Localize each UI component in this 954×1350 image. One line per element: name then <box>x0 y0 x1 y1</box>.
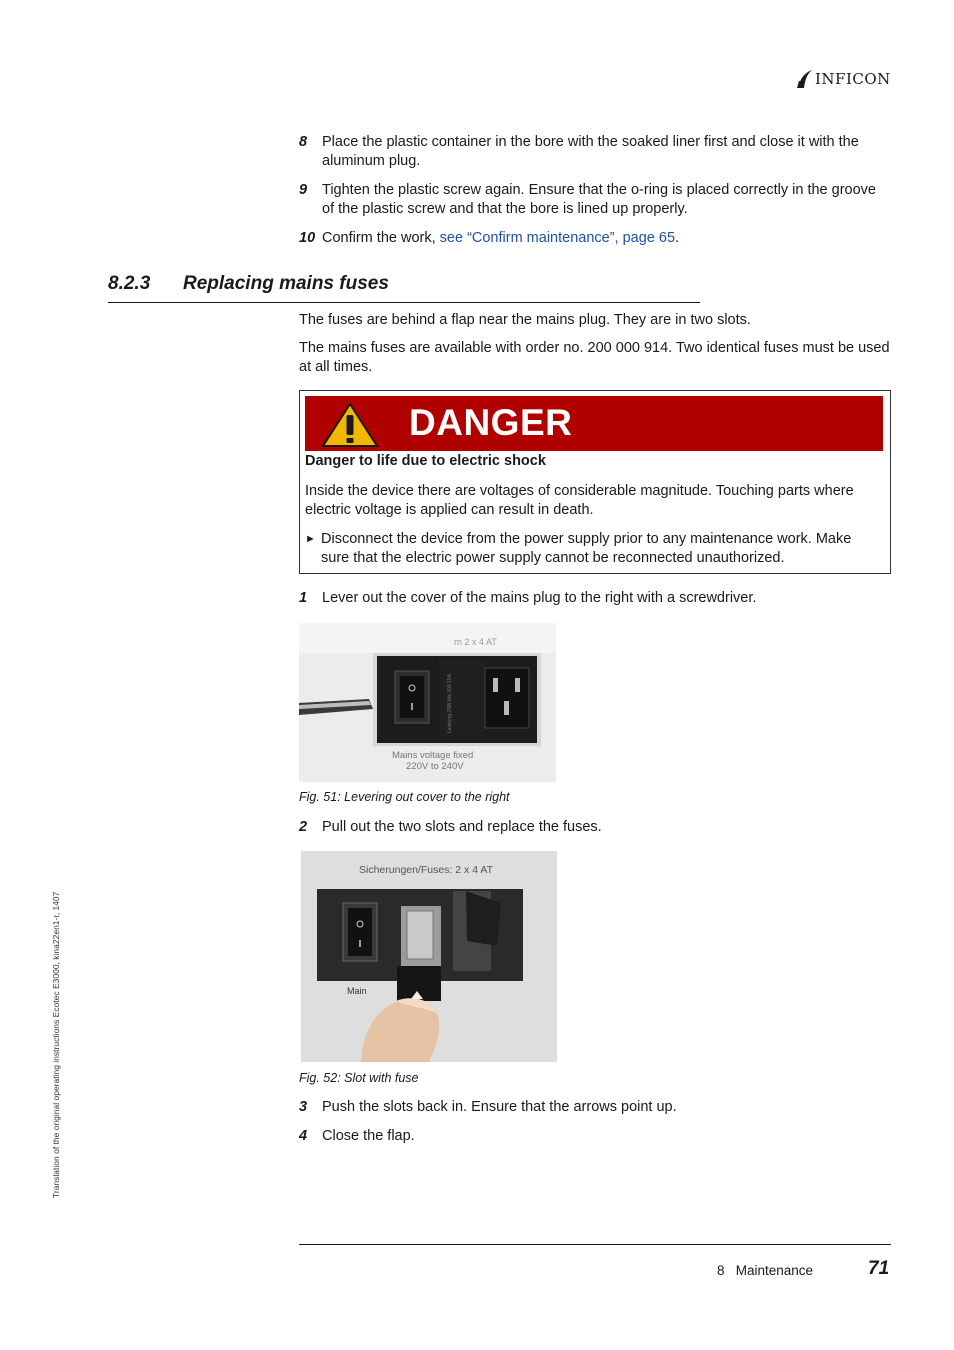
danger-label: DANGER <box>409 402 573 443</box>
step-text: Place the plastic container in the bore with the soaked liner first and close it with the aluminum plug. <box>322 134 859 169</box>
step-number: 3 <box>299 1099 308 1115</box>
step-text: Close the flap. <box>322 1128 415 1144</box>
figure-51-voltage-label: Mains voltage fixed <box>392 750 474 761</box>
svg-text:Leistung 25W Ma 200 10A: Leistung 25W Ma 200 10A <box>447 674 453 733</box>
section-heading <box>108 271 700 303</box>
step-8 <box>299 133 891 171</box>
step-text: Tighten the plastic screw again. Ensure that the o-ring is placed correctly in the groove of the plastic screw and that the bore is lined up properly. <box>322 182 876 217</box>
section-number: 8.2.3 <box>108 273 151 294</box>
step-number: 4 <box>299 1128 308 1144</box>
figure-52-photo <box>301 851 557 1062</box>
intro-paragraph-1: The fuses are behind a flap near the mains plug. They are in two slots. <box>299 312 751 328</box>
step-number: 8 <box>299 134 308 150</box>
warning-triangle-icon <box>321 402 379 448</box>
page-number: 71 <box>868 1258 890 1279</box>
inficon-swoosh-icon <box>796 69 814 89</box>
step-1 <box>299 589 891 608</box>
step-text-before: Confirm the work, <box>322 230 436 246</box>
step-number: 1 <box>299 590 308 606</box>
section-title: Replacing mains fuses <box>183 273 389 294</box>
figure-51-photo <box>299 623 556 782</box>
step-text: Push the slots back in. Ensure that the arrows point up. <box>322 1099 677 1115</box>
intro-paragraph-2: The mains fuses are available with order no. 200 000 914. Two identical fuses must be used at all times. <box>299 340 890 375</box>
confirm-maintenance-link[interactable]: see “Confirm maintenance”, page 65 <box>439 230 676 246</box>
figure-52-caption: Fig. 52: Slot with fuse <box>299 1071 419 1085</box>
step-text <box>322 229 891 248</box>
step-text: Lever out the cover of the mains plug to the right with a screwdriver. <box>322 590 757 606</box>
figure-52-partial-label: Main <box>347 986 367 996</box>
step-text: Pull out the two slots and replace the fuses. <box>322 819 602 835</box>
danger-text: Inside the device there are voltages of considerable magnitude. Touching parts where electric voltage is applied can result in death. <box>305 483 854 518</box>
step-4 <box>299 1127 891 1146</box>
action-marker: ► <box>305 533 316 545</box>
step-9 <box>299 181 891 219</box>
figure-52-top-label: Sicherungen/Fuses: 2 x 4 AT <box>359 864 494 876</box>
figure-51-voltage-range: 220V to 240V <box>406 761 464 772</box>
step-3 <box>299 1098 891 1117</box>
footer-divider <box>299 1244 891 1245</box>
side-document-reference: Translation of the original operating instructions Ecotec E3000, kina22en1-r, 1407 <box>51 891 61 1198</box>
danger-action <box>305 530 883 568</box>
step-number: 10 <box>299 230 316 246</box>
danger-banner <box>305 396 883 451</box>
step-10 <box>299 229 891 248</box>
figure-51-top-label: rn 2 x 4 AT <box>454 637 497 647</box>
figure-51-caption: Fig. 51: Levering out cover to the right <box>299 790 510 804</box>
logo-text: INFICON <box>815 70 891 88</box>
danger-heading: Danger to life due to electric shock <box>305 453 546 469</box>
step-number: 9 <box>299 182 308 198</box>
step-text-after: . <box>675 230 680 246</box>
footer-chapter: 8 Maintenance <box>717 1263 814 1278</box>
inficon-logo <box>796 68 891 90</box>
action-text: Disconnect the device from the power supply prior to any maintenance work. Make sure that the electric power supply cannot be reconnected unauthorized. <box>321 531 852 566</box>
step-number: 2 <box>299 819 308 835</box>
step-2 <box>299 818 891 837</box>
danger-notice <box>299 390 891 574</box>
